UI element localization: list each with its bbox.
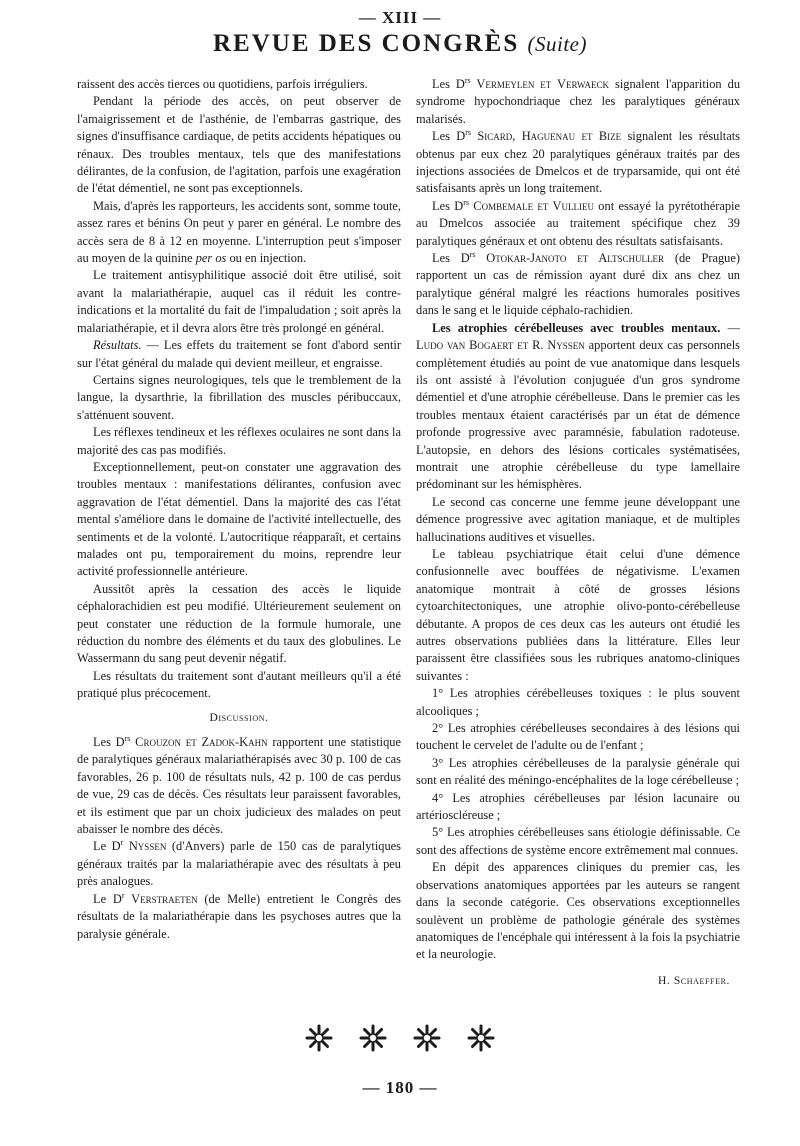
- paragraph: [77, 337, 401, 372]
- roman-page-number: — XIII —: [358, 8, 442, 27]
- paragraph: [77, 838, 401, 890]
- section-heading: Les atrophies cérébelleuses avec troubles mentaux.: [432, 320, 721, 335]
- page-title-main: REVUE DES CONGRÈS: [212, 30, 520, 57]
- italic-text: per os: [195, 251, 227, 266]
- superscript: rs: [469, 249, 476, 259]
- superscript: r: [121, 890, 125, 900]
- superscript: rs: [463, 197, 469, 207]
- list-item: 4° Les atrophies cérébelleuses par lésion lacunaire ou artérioscléreuse ;: [416, 790, 740, 823]
- paragraph: Pendant la période des accès, on peut observer de l'amaigrissement et de l'asthénie, de l'embarras gastrique, des signes d'insuffisance cardiaque, de petits accidents hépatiques ou rénaux. Des troubles mentaux, tels que des manifestations délirantes, de la confusion, de l'agitation, parfois une exagération de l'état démentiel, ne sont pas exceptionnels.: [77, 94, 401, 196]
- paragraph: [77, 734, 401, 838]
- text-run: ou en injection.: [226, 251, 307, 266]
- superscript: r: [120, 838, 124, 848]
- author-names: Vermeylen et Verwaeck: [470, 77, 610, 91]
- text-run: Les D: [93, 735, 125, 750]
- text-run: Mais, d'après les rapporteurs, les accidents sont, somme toute, assez rares et bénins On peut y parer en général. Le nombre des accès sera de 8 à 12 en moyenne. L'interruption peut s'imposer au moyen de la quinine: [77, 198, 401, 266]
- author-names: Otokar-Janoto et Altschuller: [475, 251, 664, 266]
- paragraph: Le traitement antisyphilitique associé doit être utilisé, soit avant la malariathérapie, auquel cas il réduit les contre-indications et la mortalité du fait de l'impaludation ; soit après la malariathérapie, et il devra alors être très prolongé en général.: [77, 268, 401, 335]
- page-title: [0, 30, 800, 58]
- ornament-row: [0, 1024, 800, 1052]
- text-run: signalent l'apparition du syndrome hypochondriaque chez les paralytiques généraux malarisés.: [416, 77, 741, 126]
- paragraph: Certains signes neurologiques, tels que le tremblement de la langue, la dysarthrie, la fibrillation des muscles péribuccaux, s'atténuent souvent.: [77, 372, 401, 422]
- list-item: 1° Les atrophies cérébelleuses toxiques : le plus souvent alcooliques ;: [416, 686, 740, 718]
- paragraph: [416, 76, 740, 128]
- asterisk-ornament-icon: [467, 1024, 495, 1052]
- text-run: (de Melle) entretient le Congrès des résultats de la malariathérapie dans les psychoses autres que la paralysie générale.: [77, 891, 401, 941]
- text-run: Les D: [432, 198, 464, 213]
- text-run: Le D: [93, 839, 121, 854]
- text-run: (de Prague) rapportent un cas de rémission ayant duré dix ans chez un paralytique général malgré les réactions humorales positives dans le sang et le liquide céphalo-rachidien.: [416, 251, 741, 318]
- author-names: Ludo van Bogaert et R. Nyssen: [416, 338, 585, 353]
- list-item: 3° Les atrophies cérébelleuses de la paralysie générale qui sont en réalité des méningo-encéphalites de la loge cérébelleuse ;: [416, 755, 740, 788]
- paragraph: [416, 320, 740, 494]
- paragraph: [416, 128, 740, 198]
- text-run: Les D: [432, 129, 466, 144]
- text-run: Le D: [93, 891, 122, 906]
- author-signature: H. Schaeffer.: [657, 974, 730, 987]
- text-run: apportent deux cas personnels complètement étudiés au point de vue anatomique dans lesquels ils ont assisté à l'évolution conjuguée d'un gros syndrome démentiel et d'une atrophie cérébelleuse. Dans le premier cas les troubles mentaux étaient caractérisés par un état de démence profonde progressive avec paramnésie, fabulation radoteuse. L'autopsie, en dehors des lésions corticales systématisées, montrait une atrophie cérébelleuse du type lamellaire prédominant sur les hémisphères.: [416, 338, 740, 492]
- paragraph: [416, 198, 740, 250]
- author-names: Combemale et Vullieu: [468, 198, 594, 213]
- paragraph: [77, 198, 401, 268]
- author-names: Crouzon et Zadok-Kahn: [130, 735, 268, 750]
- text-run: rapportent une statistique de paralytiques généraux malariathérapisés avec 30 p. 100 de cas favorables, 26 p. 100 de résultats nuls, 42 p. 100 de cas perdus de vue, 29 cas de décès. Ces résultats leur paraissent favorables, et ils estiment que par un choix judicieux des malades on peut abaisser le nombre des décès.: [77, 735, 401, 837]
- paragraph: [77, 891, 401, 943]
- text-run: — Les effets du traitement se font d'abord sentir sur l'état général du malade qui devient meilleur, et engraisse.: [77, 338, 401, 370]
- asterisk-ornament-icon: [305, 1024, 333, 1052]
- author-names: Verstraeten: [124, 891, 198, 906]
- section-label: Résultats.: [93, 338, 142, 353]
- paragraph: Les résultats du traitement sont d'autant meilleurs qu'il a été pratiqué plus précocement.: [77, 668, 401, 701]
- left-column: [77, 76, 401, 943]
- list-item: 2° Les atrophies cérébelleuses secondaires à des lésions qui touchent le cervelet de l'adulte ou de l'enfant ;: [416, 721, 740, 753]
- author-names: Nyssen: [123, 839, 167, 854]
- list-item: 5° Les atrophies cérébelleuses sans étiologie définissable. Ce sont des affections de système encore extrêmement mal connues.: [416, 825, 740, 857]
- asterisk-ornament-icon: [413, 1024, 441, 1052]
- text-run: —: [720, 320, 740, 335]
- superscript: rs: [464, 75, 471, 85]
- paragraph: En dépit des apparences cliniques du premier cas, les observations anatomiques apportées par les auteurs se rangent dans la seconde catégorie. Ces observations exceptionnelles soulèvent un problème de pathologie générale des systèmes anatomiques de l'encéphale qui intéressent à la fois la psychiatrie et la neurologie.: [416, 860, 740, 962]
- paragraph: raissent des accès tierces ou quotidiens, parfois irréguliers.: [77, 77, 368, 91]
- page-number: — 180 —: [362, 1078, 438, 1097]
- right-column: [416, 76, 740, 990]
- page-title-suite: (Suite): [527, 32, 587, 56]
- text-run: Les D: [432, 251, 470, 266]
- superscript: rs: [465, 128, 471, 138]
- text-run: (d'Anvers) parle de 150 cas de paralytiques généraux traités par la malariathérapie avec des résultats à peu près analogues.: [77, 839, 401, 889]
- paragraph: [416, 250, 740, 320]
- paragraph: Exceptionnellement, peut-on constater une aggravation des troubles mentaux : manifestations délirantes, confusion avec aggravation de l'état démentiel. Dans la majorité des cas l'état mental s'améliore dans le domaine de l'activité intellectuelle, des sentiments et de la volonté. L'autocritique réapparaît, et certains malades ont pu, temporairement du moins, reprendre leur activité professionnelle antérieure.: [77, 459, 401, 579]
- author-names: Sicard, Haguenau et Bize: [470, 129, 622, 144]
- paragraph: Le second cas concerne une femme jeune développant une démence progressive avec agitation maniaque, et de multiples hallucinations auditives et visuelles.: [416, 494, 740, 544]
- paragraph: Aussitôt après la cessation des accès le liquide céphalorachidien est peu modifié. Ultérieurement seulement on peut constater une réduction de la formule humorale, une réduction du nombre des éléments et du taux des globulines. Le Wassermann du sang peut devenir négatif.: [77, 581, 401, 666]
- paragraph: Le tableau psychiatrique était celui d'une démence confusionnelle avec bouffées de négativisme. L'examen anatomique montrait à côté de grosses lésions cytoarchitectoniques, une atrophie olivo-ponto-cérébelleuse débutante. A propos de ces deux cas les auteurs ont étudié les autres observations publiées dans la littérature. Elles leur paraissent être classifiées sous les rubriques anatomo-cliniques suivantes :: [416, 546, 740, 683]
- text-run: Les D: [432, 77, 465, 91]
- paragraph: Les réflexes tendineux et les réflexes oculaires ne sont dans la majorité des cas pas modifiés.: [77, 425, 401, 457]
- discussion-heading: Discussion.: [209, 711, 269, 724]
- superscript: rs: [124, 733, 131, 743]
- asterisk-ornament-icon: [359, 1024, 387, 1052]
- text-run: ont essayé la pyrétothérapie au Dmelcos associée au traitement spécifique chez 39 paralytiques généraux et ont obtenu des résultats satisfaisants.: [416, 198, 741, 248]
- text-run: signalent les résultats obtenus par eux chez 20 paralytiques généraux traités par des injections associées de Dmelcos et de tryparsamide, qui ont été satisfaisants après un long traitement.: [416, 129, 740, 196]
